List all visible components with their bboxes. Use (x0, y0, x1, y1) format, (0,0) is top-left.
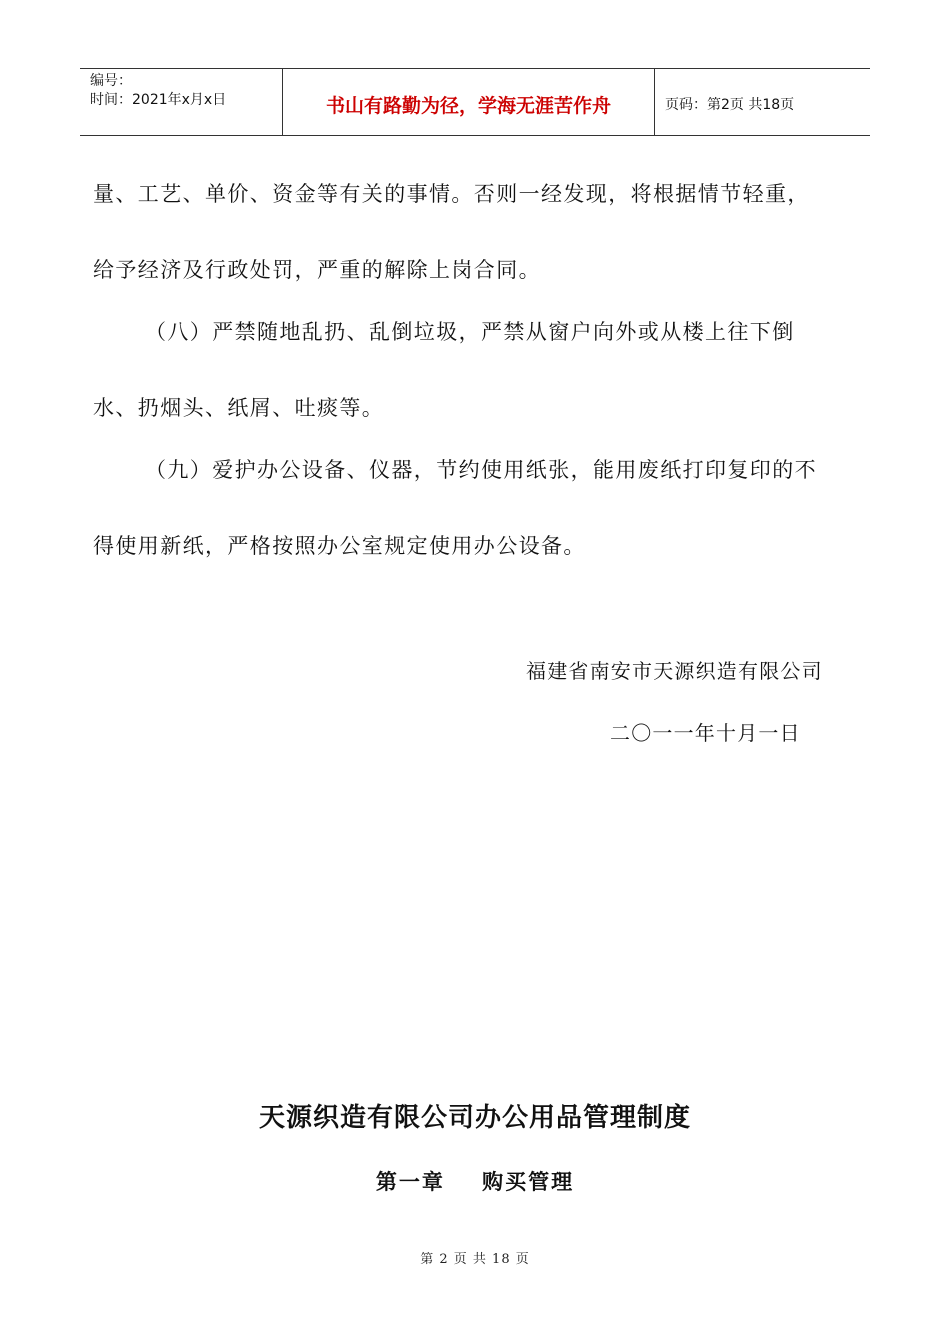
page-footer: 第 2 页 共 18 页 (420, 1252, 530, 1267)
paragraph-line: （八）严禁随地乱扔、乱倒垃圾，严禁从窗户向外或从楼上往下倒 (145, 320, 795, 344)
document-title: 天源织造有限公司办公用品管理制度 (258, 1103, 691, 1133)
paragraph-line: 得使用新纸，严格按照办公室规定使用办公设备。 (93, 534, 586, 558)
paragraph-line: 水、扔烟头、纸屑、吐痰等。 (93, 396, 385, 420)
page-header (80, 68, 870, 136)
signature-date: 二〇一一年十月一日 (610, 721, 801, 745)
header-meta (80, 69, 282, 135)
paragraph-line: 给予经济及行政处罚，严重的解除上岗合同。 (93, 258, 541, 282)
paragraph-line: （九）爱护办公设备、仪器，节约使用纸张，能用废纸打印复印的不 (145, 458, 817, 482)
signature-company: 福建省南安市天源织造有限公司 (526, 659, 823, 683)
header-page-info: 页码：第2页 共18页 (665, 97, 795, 113)
chapter-heading: 第一章 购买管理 (375, 1170, 575, 1194)
document-number-label: 编号： (90, 73, 132, 89)
paragraph-line: 量、工艺、单价、资金等有关的事情。否则一经发现，将根据情节轻重， (93, 182, 810, 206)
header-motto: 书山有路勤为径，学海无涯苦作舟 (282, 69, 655, 135)
document-time-label: 时间：2021年x月x日 (90, 92, 227, 108)
